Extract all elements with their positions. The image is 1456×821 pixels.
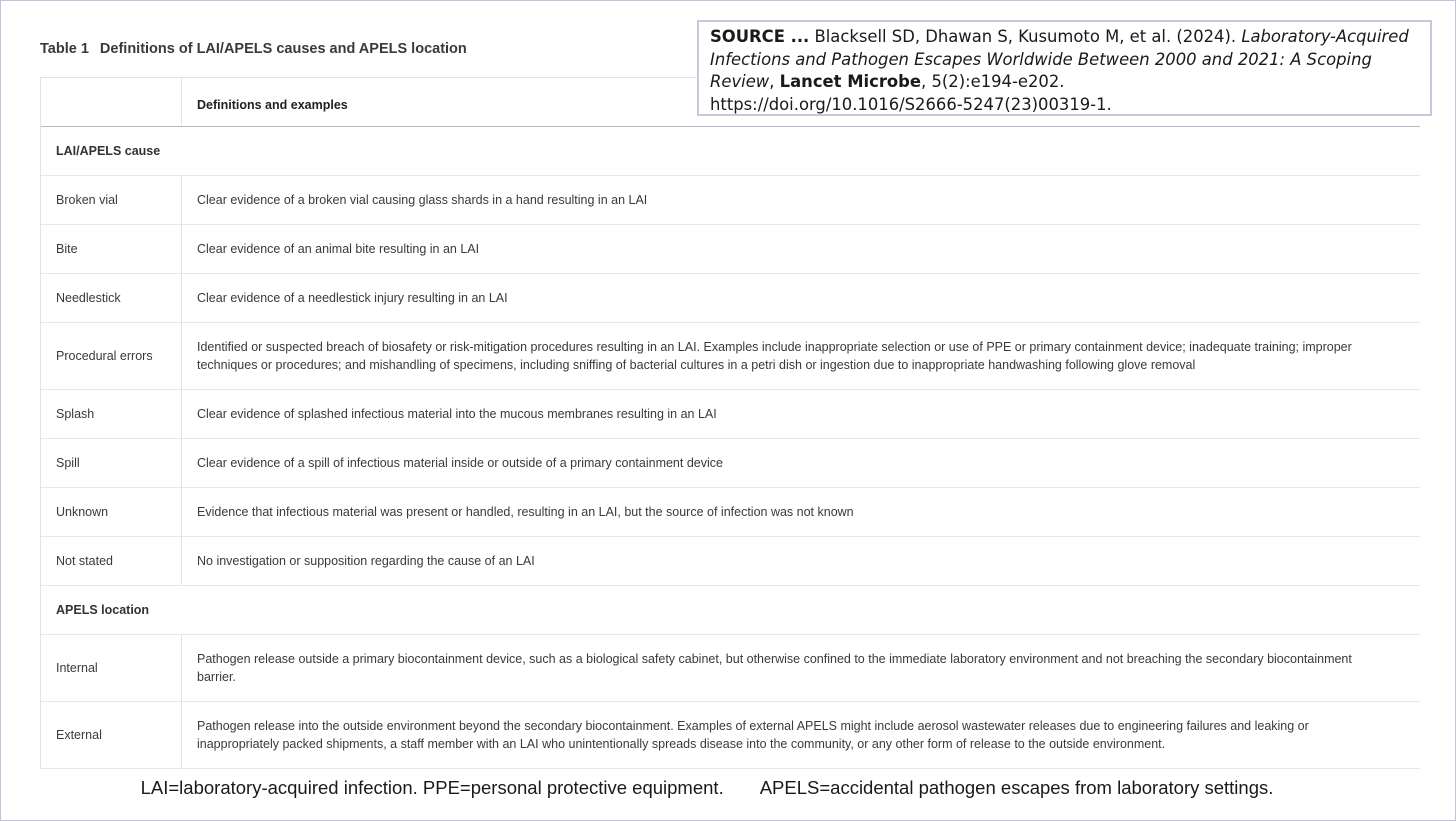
- source-citation-box: [697, 20, 1432, 116]
- source-volume: , 5(2):e194-e202.: [921, 72, 1065, 91]
- definition-cell: Clear evidence of a broken vial causing glass shards in a hand resulting in an LAI: [197, 192, 648, 207]
- source-journal: Lancet Microbe: [779, 72, 922, 91]
- table-row: [41, 488, 1420, 537]
- definition-cell: Pathogen release outside a primary biocontainment device, such as a biological safety cabinet, but otherwise confined to the immediate laboratory environment and not breaching the secondary biocontainment barrier.: [197, 651, 1352, 684]
- table-caption: Definitions of LAI/APELS causes and APELS location: [99, 41, 467, 57]
- table-row: [41, 390, 1420, 439]
- term-cell: Broken vial: [41, 176, 182, 224]
- definition-cell: Clear evidence of splashed infectious material into the mucous membranes resulting in an LAI: [197, 406, 717, 421]
- term-cell: Bite: [41, 225, 182, 273]
- table-row: [41, 537, 1420, 586]
- table-row: [41, 323, 1420, 390]
- table-row: [41, 635, 1420, 702]
- header-term-cell: [41, 78, 182, 126]
- term-cell: Internal: [41, 635, 182, 701]
- source-doi[interactable]: https://doi.org/10.1016/S2666-5247(23)00319-1.: [710, 94, 1112, 114]
- definition-cell: Pathogen release into the outside environment beyond the secondary biocontainment. Examples of external APELS might include aerosol wastewater releases due to engineering failures and leaking or inappropriately packed shipments, a staff member with an LAI who unintentionally spreads disease into the community, or any other form of release to the outside environment.: [197, 718, 1309, 751]
- term-cell: Needlestick: [41, 274, 182, 322]
- table-row: [41, 439, 1420, 488]
- section-label: APELS location: [56, 603, 150, 617]
- definition-cell: Clear evidence of a needlestick injury resulting in an LAI: [197, 290, 508, 305]
- definition-cell: No investigation or supposition regarding the cause of an LAI: [197, 553, 535, 568]
- term-cell: Spill: [41, 439, 182, 487]
- section-row: [41, 586, 1420, 635]
- table-row: [41, 225, 1420, 274]
- source-comma: ,: [769, 72, 780, 91]
- term-cell: Not stated: [41, 537, 182, 585]
- table-title: [40, 41, 467, 57]
- table-number: Table 1: [40, 41, 89, 57]
- table-row: [41, 274, 1420, 323]
- table-row: [41, 702, 1420, 769]
- header-definitions-cell: Definitions and examples: [197, 97, 348, 112]
- term-cell: Procedural errors: [41, 323, 182, 389]
- table-footnote: [1, 777, 1413, 799]
- source-article-title: Laboratory-Acquired Infections and Pathogen Escapes Worldwide Between 2000 and 2021: A Scoping Review: [710, 27, 1409, 91]
- term-cell: Unknown: [41, 488, 182, 536]
- source-authors: Blacksell SD, Dhawan S, Kusumoto M, et al. (2024).: [814, 27, 1237, 46]
- section-row: [41, 127, 1420, 176]
- definition-cell: Evidence that infectious material was present or handled, resulting in an LAI, but the source of infection was not known: [197, 504, 854, 519]
- footnote-lai: LAI=laboratory-acquired infection. PPE=personal protective equipment.: [140, 777, 724, 798]
- definition-cell: Identified or suspected breach of biosafety or risk-mitigation procedures resulting in an LAI. Examples include inappropriate selection or use of PPE or primary containment device; inadequate training; improper techniques or procedures; and mishandling of specimens, including sniffing of bacterial cultures in a petri dish or ingestion due to inappropriate handwashing following glove removal: [197, 339, 1352, 372]
- definition-cell: Clear evidence of an animal bite resulting in an LAI: [197, 241, 480, 256]
- definitions-table: [40, 77, 1420, 769]
- term-cell: Splash: [41, 390, 182, 438]
- source-label: SOURCE ...: [710, 27, 810, 46]
- table-row: [41, 176, 1420, 225]
- definition-cell: Clear evidence of a spill of infectious material inside or outside of a primary containment device: [197, 455, 723, 470]
- footnote-apels: APELS=accidental pathogen escapes from laboratory settings.: [759, 777, 1274, 798]
- section-label: LAI/APELS cause: [56, 144, 161, 158]
- term-cell: External: [41, 702, 182, 768]
